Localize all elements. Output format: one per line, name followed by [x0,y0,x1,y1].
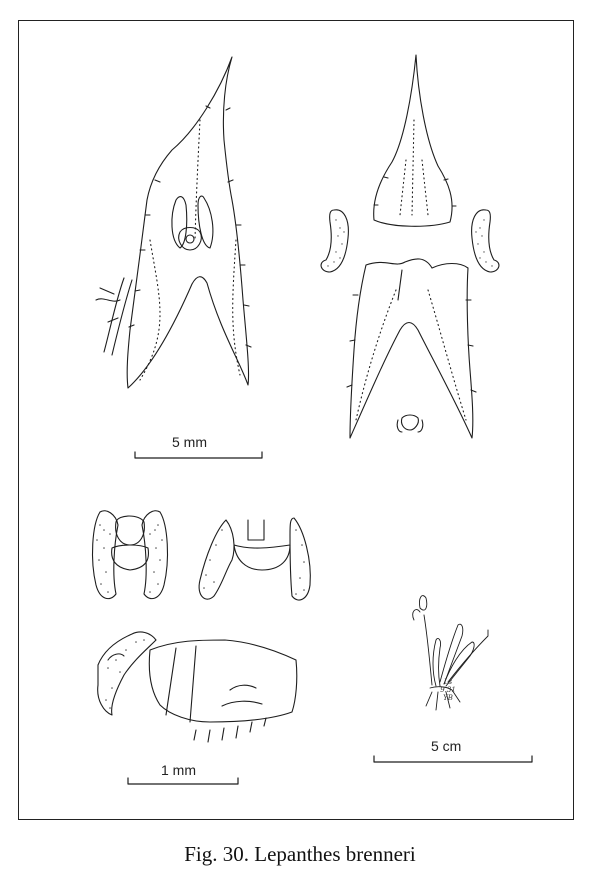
specimen-note-line: Ls [443,678,453,686]
scale-label-5cm: 5 cm [431,738,462,754]
scale-label-5mm: 5 mm [172,434,207,450]
scale-label-1mm: 1 mm [161,762,196,778]
specimen-note [436,678,460,702]
specimen-note-line: YB [443,694,453,702]
specimen-note-line: 9.31 [440,686,456,694]
stipple-dots [96,524,305,709]
figure-caption: Fig. 30. Lepanthes brenneri [184,842,416,866]
